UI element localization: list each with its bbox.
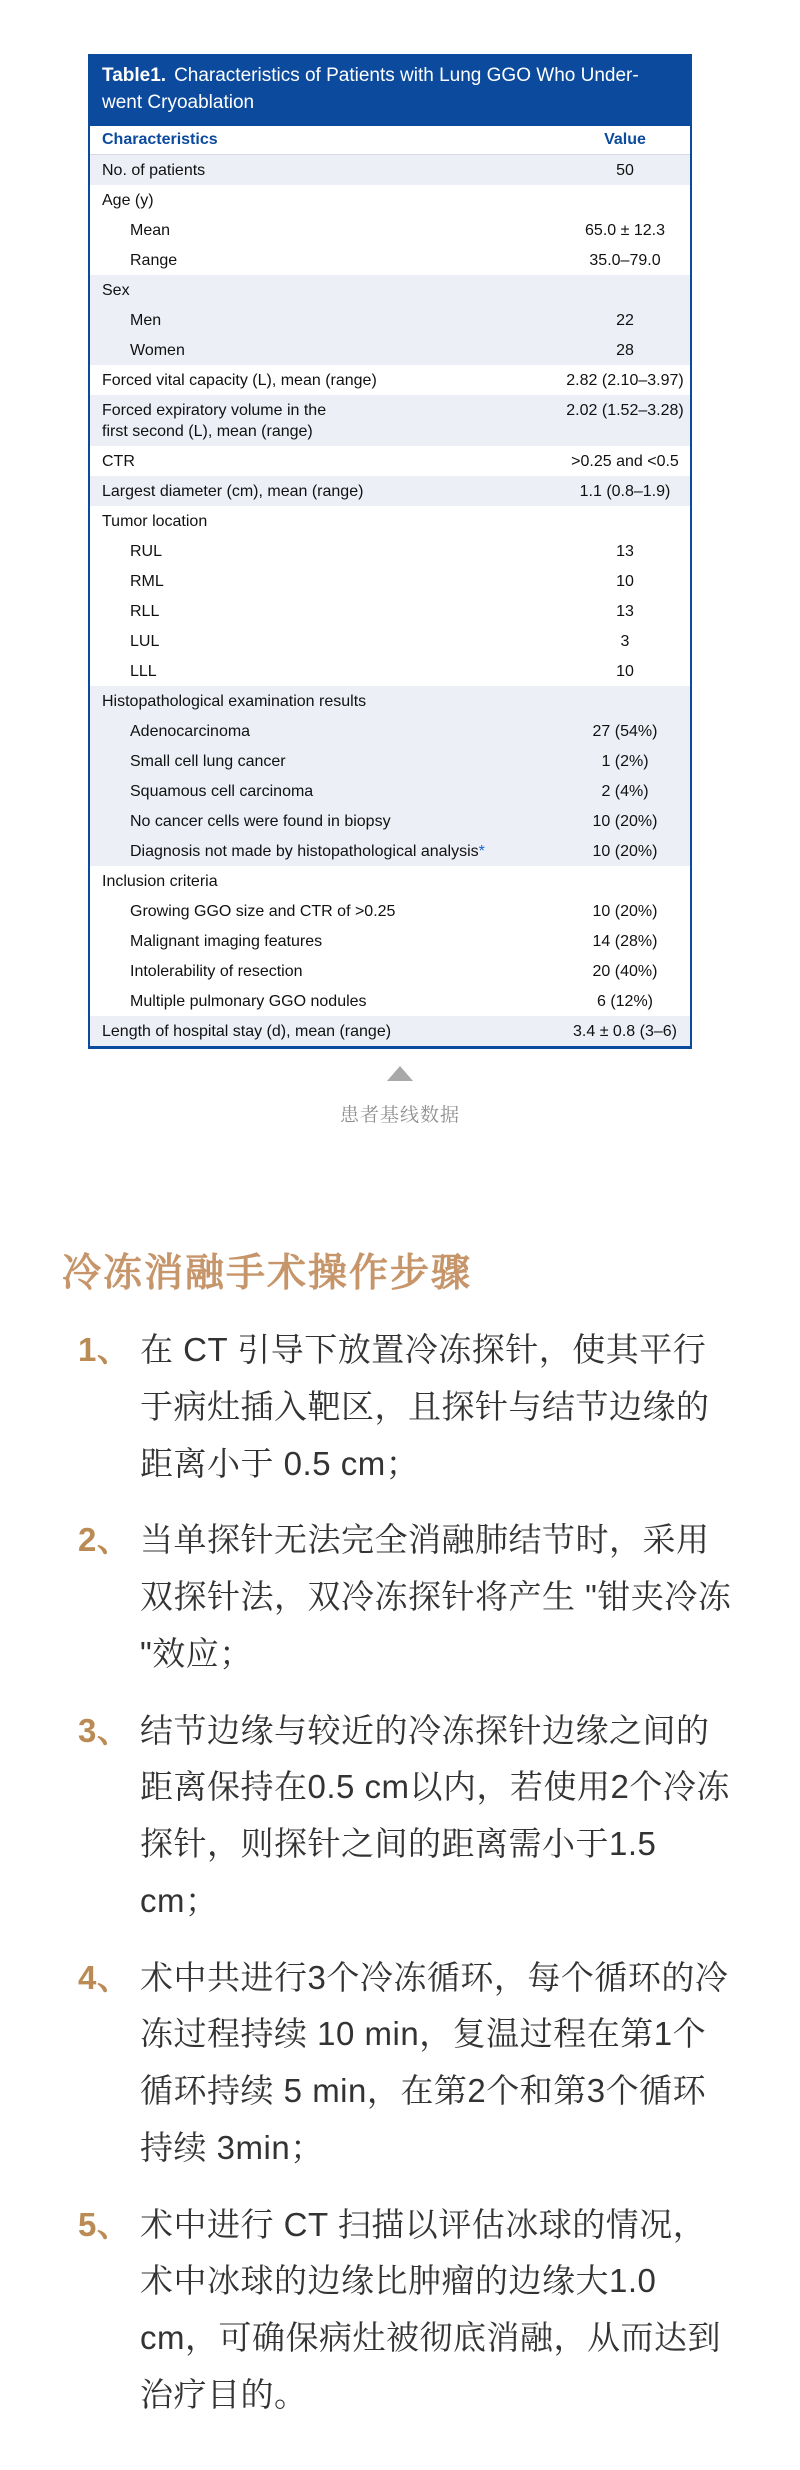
row-label: CTR bbox=[102, 452, 135, 470]
step-number: 3、 bbox=[78, 1711, 131, 1749]
row-label: RML bbox=[130, 572, 164, 590]
row-label: Forced expiratory volume in the first second (L), mean (range) bbox=[102, 401, 327, 440]
procedure-steps-list bbox=[78, 1322, 738, 2444]
table-row bbox=[90, 155, 690, 185]
row-label: Inclusion criteria bbox=[102, 872, 218, 890]
row-label: Forced vital capacity (L), mean (range) bbox=[102, 371, 377, 389]
row-value: 28 bbox=[616, 341, 634, 359]
row-value: 2.82 (2.10–3.97) bbox=[566, 371, 684, 389]
table-row bbox=[90, 866, 690, 896]
row-label: RLL bbox=[130, 602, 160, 620]
step-text: 在 CT 引导下放置冷冻探针，使其平行于病灶插入靶区，且探针与结节边缘的距离小于 0.5 cm； bbox=[140, 1331, 710, 1482]
triangle-up-icon bbox=[387, 1066, 413, 1081]
row-value: 10 (20%) bbox=[592, 812, 658, 830]
row-value: 10 bbox=[616, 572, 634, 590]
table-header-row bbox=[90, 126, 690, 155]
table-row bbox=[90, 836, 690, 866]
table-row bbox=[90, 275, 690, 305]
row-value: 14 (28%) bbox=[592, 932, 658, 950]
table-title-text: Characteristics of Patients with Lung GGO Who Under-went Cryoablation bbox=[102, 65, 639, 113]
row-label: Sex bbox=[102, 281, 130, 299]
row-label: RUL bbox=[130, 542, 163, 560]
row-label: Women bbox=[130, 341, 185, 359]
step-text: 当单探针无法完全消融肺结节时，采用双探针法，双冷冻探针将产生 "钳夹冷冻 "效应； bbox=[140, 1521, 732, 1672]
table-body bbox=[90, 155, 690, 1046]
table-row bbox=[90, 536, 690, 566]
table-row bbox=[90, 986, 690, 1016]
row-value: 3.4 ± 0.8 (3–6) bbox=[573, 1022, 677, 1040]
row-label: Largest diameter (cm), mean (range) bbox=[102, 482, 364, 500]
row-label: Age (y) bbox=[102, 191, 154, 209]
table-row bbox=[90, 1016, 690, 1046]
row-label: Length of hospital stay (d), mean (range) bbox=[102, 1022, 392, 1040]
footnote-asterisk: * bbox=[478, 842, 485, 860]
list-item bbox=[78, 1512, 738, 1682]
table-row bbox=[90, 365, 690, 395]
row-value: 65.0 ± 12.3 bbox=[585, 221, 665, 239]
list-item bbox=[78, 2197, 738, 2424]
row-value: 1 (2%) bbox=[601, 752, 649, 770]
row-label: Histopathological examination results bbox=[102, 692, 367, 710]
table-caption bbox=[0, 1066, 800, 1127]
step-number: 1、 bbox=[78, 1331, 131, 1368]
row-label: LLL bbox=[130, 662, 157, 680]
table-row bbox=[90, 776, 690, 806]
table-row bbox=[90, 926, 690, 956]
table-row bbox=[90, 806, 690, 836]
step-text: 结节边缘与较近的冷冻探针边缘之间的距离保持在0.5 cm以内，若使用2个冷冻探针，则探针之间的距离需小于1.5 cm； bbox=[140, 1711, 730, 1919]
row-label: LUL bbox=[130, 632, 160, 650]
row-value: 10 (20%) bbox=[592, 842, 658, 860]
table-row bbox=[90, 626, 690, 656]
step-text: 术中共进行3个冷冻循环，每个循环的冷冻过程持续 10 min，复温过程在第1个循环持续 5 min，在第2个和第3个循环持续 3min； bbox=[140, 1958, 729, 2166]
row-label: No. of patients bbox=[102, 161, 206, 179]
table-row bbox=[90, 446, 690, 476]
step-number: 5、 bbox=[78, 2205, 131, 2243]
row-value: 13 bbox=[616, 602, 634, 620]
table-row bbox=[90, 746, 690, 776]
row-value: 10 (20%) bbox=[592, 902, 658, 920]
table-title bbox=[90, 54, 690, 126]
row-value: 35.0–79.0 bbox=[589, 251, 661, 269]
table-row bbox=[90, 506, 690, 536]
row-label: Malignant imaging features bbox=[130, 932, 323, 950]
row-value: 27 (54%) bbox=[592, 722, 658, 740]
table-row bbox=[90, 596, 690, 626]
row-label: Intolerability of resection bbox=[130, 962, 303, 980]
row-label: Men bbox=[130, 311, 162, 329]
row-label: No cancer cells were found in biopsy bbox=[130, 812, 391, 830]
caption-text: 患者基线数据 bbox=[339, 1105, 460, 1126]
row-value: 3 bbox=[620, 632, 630, 650]
row-value: 2.02 (1.52–3.28) bbox=[566, 401, 684, 419]
table-row bbox=[90, 215, 690, 245]
row-value: 10 bbox=[616, 662, 634, 680]
table-row bbox=[90, 686, 690, 716]
section-heading: 冷冻消融手术操作步骤 bbox=[62, 1252, 473, 1295]
row-value: 13 bbox=[616, 542, 634, 560]
row-value: 22 bbox=[616, 311, 634, 329]
table-row bbox=[90, 305, 690, 335]
table-row bbox=[90, 656, 690, 686]
step-text: 术中进行 CT 扫描以评估冰球的情况，术中冰球的边缘比肿瘤的边缘大1.0 cm，可确保病灶被彻底消融，从而达到治疗目的。 bbox=[140, 2205, 721, 2413]
row-value: 2 (4%) bbox=[601, 782, 649, 800]
row-label: Growing GGO size and CTR of >0.25 bbox=[130, 902, 396, 920]
list-item bbox=[78, 1950, 738, 2177]
row-value: 50 bbox=[616, 161, 634, 179]
row-value: 6 (12%) bbox=[596, 992, 654, 1010]
list-item bbox=[78, 1322, 738, 1492]
step-number: 4、 bbox=[78, 1958, 131, 1996]
table-row bbox=[90, 956, 690, 986]
row-value: 1.1 (0.8–1.9) bbox=[579, 482, 671, 500]
table-row bbox=[90, 476, 690, 506]
list-item bbox=[78, 1703, 738, 1930]
row-label: Mean bbox=[130, 221, 171, 239]
row-value: 20 (40%) bbox=[592, 962, 658, 980]
row-value: >0.25 and <0.5 bbox=[571, 452, 679, 470]
table-row bbox=[90, 716, 690, 746]
table-row bbox=[90, 245, 690, 275]
column-header-characteristics: Characteristics bbox=[102, 131, 218, 149]
row-label: Range bbox=[130, 251, 178, 269]
table-number-label: Table1. bbox=[102, 65, 167, 86]
row-label: Multiple pulmonary GGO nodules bbox=[130, 992, 367, 1010]
row-label: Adenocarcinoma bbox=[130, 722, 251, 740]
row-label: Squamous cell carcinoma bbox=[130, 782, 314, 800]
row-label: Small cell lung cancer bbox=[130, 752, 286, 770]
patient-characteristics-table bbox=[88, 54, 692, 1049]
step-number: 2、 bbox=[78, 1521, 131, 1559]
table-row bbox=[90, 566, 690, 596]
table-row bbox=[90, 185, 690, 215]
column-header-value: Value bbox=[604, 131, 646, 149]
table-row bbox=[90, 896, 690, 926]
table-row bbox=[90, 335, 690, 365]
row-label: Tumor location bbox=[102, 512, 208, 530]
row-label: Diagnosis not made by histopathological analysis* bbox=[130, 842, 485, 860]
table-row bbox=[90, 395, 690, 446]
